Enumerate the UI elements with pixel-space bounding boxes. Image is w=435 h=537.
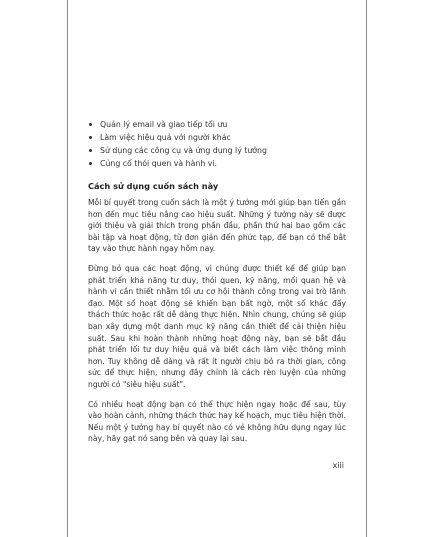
bullet-item: Củng cố thói quen và hành vi. [88,157,346,170]
paragraph: Mỗi bí quyết trong cuốn sách là một ý tưởng mới giúp bạn tiến gần hơn đến mục tiêu nâng cao hiệu suất. Những ý tưởng này sẽ được giới thiệu và giải thích trong phần đầu, phần thứ hai bao gồm các bài tập và hoạt động, từ đơn giản đến phức tạp, để bạn có thể bắt tay vào thực hành ngay hôm nay. [88,198,346,254]
paragraph: Đừng bỏ qua các hoạt động, vì chúng được thiết kế để giúp bạn phát triển khả năng tư duy, thói quen, kỹ năng, mối quan hệ và hành vi cần thiết nhằm tối ưu cơ hội thành công trong vai trò lãnh đạo. Một số hoạt động sẽ khiến bạn bất ngờ, một số khác đẩy thách thức hoặc rất dễ dàng thực hiện. Nhìn chung, chúng sẽ giúp bạn xây dựng một danh mục kỹ năng cần thiết để cải thiện hiệu suất. Sau khi hoàn thành những hoạt động này, bạn sẽ bắt đầu phát triển lối tư duy hiệu quả và biết cách làm việc thông minh hơn. Tuy không dễ dàng và rất ít người chịu bỏ ra thời gian, công sức để thực hiện, nhưng đây chính là cách rèn luyện của những người có "siêu hiệu suất". [88,263,346,389]
bullet-item: Làm việc hiệu quả với người khác [88,131,346,144]
paragraph: Có nhiều hoạt động bạn có thể thực hiện ngay hoặc để sau, tùy vào hoàn cảnh, những thách thức hay kế hoạch, mục tiêu hiện thời. Nếu một ý tưởng hay bí quyết nào có vẻ không hữu dụng ngay lúc này, hãy gạt nó sang bên và quay lại sau. [88,399,346,444]
bullet-list [88,118,346,170]
bullet-item: Quản lý email và giao tiếp tối ưu [88,118,346,131]
book-page [67,0,367,537]
page-content [88,118,346,453]
bullet-item: Sử dụng các công cụ và ứng dụng lý tưởng [88,144,346,157]
section-title: Cách sử dụng cuốn sách này [88,181,219,191]
page-number: xiii [332,461,344,470]
